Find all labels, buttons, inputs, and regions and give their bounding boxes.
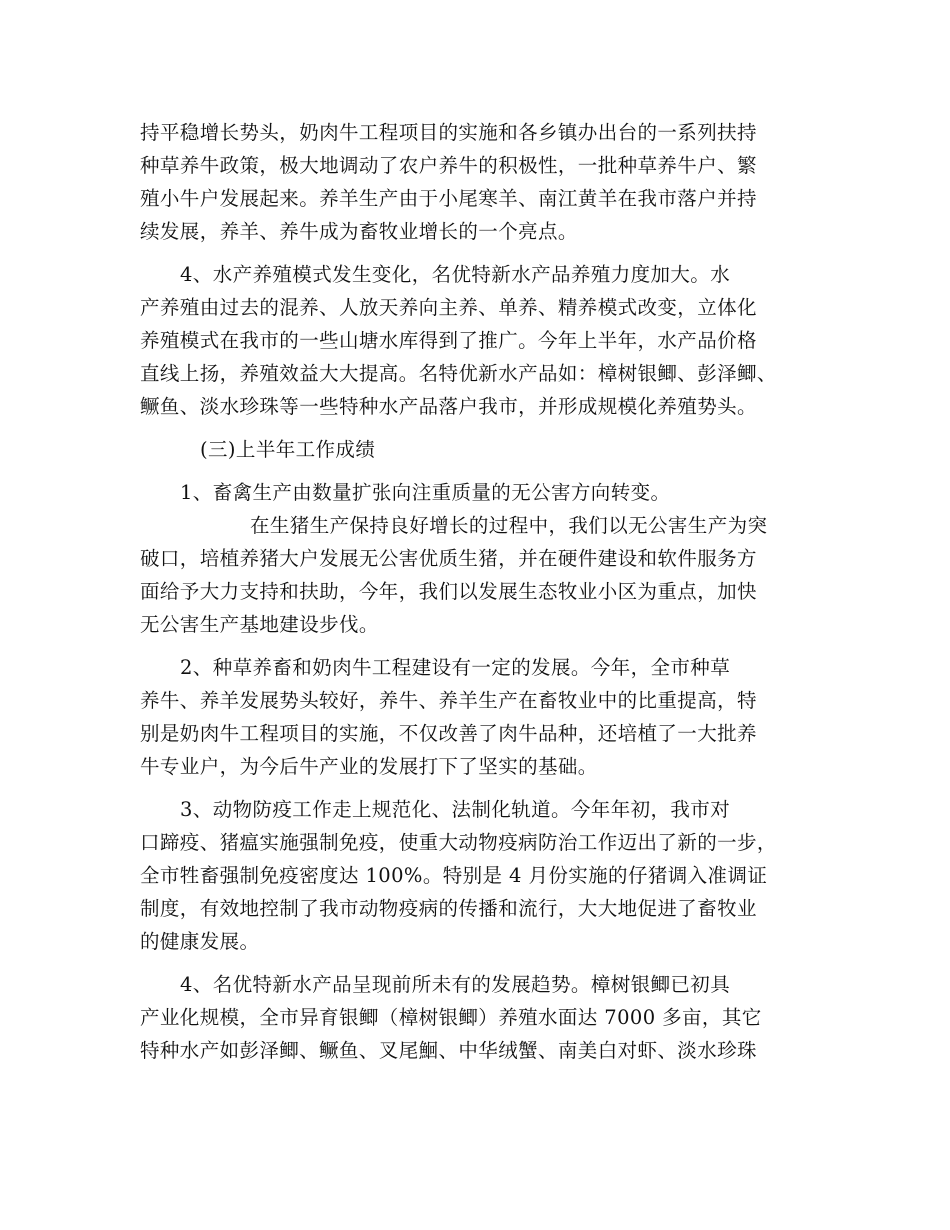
text-line-15: 无公害生产基地建设步伐。 <box>140 613 379 636</box>
text-line-14: 面给予大力支持和扶助，今年，我们以发展生态牧业小区为重点，加快 <box>140 580 757 603</box>
text-line-2: 种草养牛政策，极大地调动了农户养牛的积极性，一批种草养牛户、繁 <box>140 154 757 177</box>
text-line-3: 殖小牛户发展起来。养羊生产由于小尾寒羊、南江黄羊在我市落户并持 <box>140 187 757 210</box>
text-line-22: 全市牲畜强制免疫密度达 100%。特别是 4 月份实施的仔猪调入准调证 <box>140 864 768 887</box>
text-line-8: 直线上扬，养殖效益大大提高。名特优新水产品如：樟树银鲫、彭泽鲫、 <box>140 362 777 385</box>
text-line-7: 养殖模式在我市的一些山塘水库得到了推广。今年上半年，水产品价格 <box>140 329 757 352</box>
text-line-12: 在生猪生产保持良好增长的过程中，我们以无公害生产为突 <box>250 514 768 537</box>
text-line-24: 的健康发展。 <box>140 930 260 953</box>
achievement-1-heading: 1、畜禽生产由数量扩张向注重质量的无公害方向转变。 <box>180 481 671 504</box>
text-line-21: 口蹄疫、猪瘟实施强制免疫，使重大动物疫病防治工作迈出了新的一步， <box>140 831 777 854</box>
text-line-26: 产业化规模，全市异育银鲫（樟树银鲫）养殖水面达 7000 多亩，其它 <box>140 1006 762 1029</box>
text-line-27: 特种水产如彭泽鲫、鳜鱼、叉尾鮰、中华绒蟹、南美白对虾、淡水珍珠 <box>140 1039 757 1062</box>
text-line-6: 产养殖由过去的混养、人放天养向主养、单养、精养模式改变，立体化 <box>140 296 757 319</box>
text-line-9: 鳜鱼、淡水珍珠等一些特种水产品落户我市，并形成规模化养殖势头。 <box>140 395 757 418</box>
text-line-1: 持平稳增长势头，奶肉牛工程项目的实施和各乡镇办出台的一系列扶持 <box>140 121 757 144</box>
achievement-2-heading: 2、种草养畜和奶肉牛工程建设有一定的发展。今年，全市种草 <box>180 656 731 679</box>
text-line-17: 养牛、养羊发展势头较好，养牛、养羊生产在畜牧业中的比重提高，特 <box>140 689 757 712</box>
achievement-4-heading: 4、名优特新水产品呈现前所未有的发展趋势。樟树银鲫已初具 <box>180 973 731 996</box>
text-line-18: 别是奶肉牛工程项目的实施，不仅改善了肉牛品种，还培植了一大批养 <box>140 722 757 745</box>
text-line-4: 续发展，养羊、养牛成为畜牧业增长的一个亮点。 <box>140 220 578 243</box>
text-line-19: 牛专业户，为今后牛产业的发展打下了坚实的基础。 <box>140 755 598 778</box>
text-line-23: 制度，有效地控制了我市动物疫病的传播和流行，大大地促进了畜牧业 <box>140 897 757 920</box>
achievement-3-heading: 3、动物防疫工作走上规范化、法制化轨道。今年年初，我市对 <box>180 798 731 821</box>
text-line-13: 破口，培植养猪大户发展无公害优质生猪，并在硬件建设和软件服务方 <box>140 547 757 570</box>
paragraph-4-heading: 4、水产养殖模式发生变化，名优特新水产品养殖力度加大。水 <box>180 263 731 286</box>
section-heading: (三)上半年工作成绩 <box>200 438 376 461</box>
